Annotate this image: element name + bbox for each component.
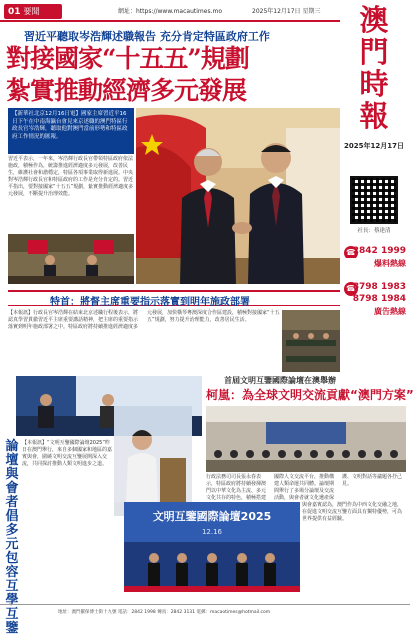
- backdrop-date: 12.16: [201, 528, 223, 536]
- masthead-date: [342, 142, 406, 151]
- ad-hotline-number: 8798 1984: [352, 294, 406, 304]
- page-footer: 地址：澳門羅保博士街十九號 電話：2842 1998 傳真：2842 3131 電郵：macaotimes@hotmail.com: [0, 604, 410, 620]
- phone-icon: ☎: [344, 282, 358, 296]
- news-hotline-label: 爆料熱線: [344, 258, 406, 269]
- qr-code[interactable]: [350, 176, 398, 224]
- article-body: 與會嘉賓認為，澳門作為中西文化交融之地，在促進文明交流互鑒方面具有獨特優勢，可為世界提供有益經驗。: [302, 502, 403, 522]
- lead-headline: 對接國家“十五五”規劃: [6, 44, 249, 73]
- meeting-illustration: [8, 234, 134, 284]
- handshake-illustration: [136, 108, 340, 284]
- ad-hotline-label: 廣告熱線: [374, 307, 406, 316]
- speaker-illustration: [114, 406, 192, 502]
- lead-summary: 【新華社北京12月16日電】國家主席習近平16日下午在中南海瀛台會見來京述職的澳門特區行政長官岑浩輝，聽取他對澳門當前形勢和特區政府工作情況的匯報。: [8, 108, 134, 154]
- article-body: 【本報訊】行政長官岑浩輝在結束北京述職行程後表示，將認真學習貫徹習近平主席重要講話精神，把主席的重要指示落實到明年施政部署之中。特區政府將持續推進經濟適度多元發展，加快橫琴粵澳深度合作區建設，積極對接國家“十五五”規劃，努力提升治理能力，改善居民生活。: [8, 310, 280, 330]
- article-body: 行政法務司司長張永春表示，特區政府將持續發揮澳門以中華文化為主流、多元文化共存的特色，積極搭建國際人文交流平台，推動構建人類命運共同體。論壇期間舉行了多場分論壇及交流活動，與會者就文化遺產保護、文明對話等議題各抒己見。: [206, 474, 403, 501]
- masthead-logo: [342, 4, 406, 132]
- conference-photo: [282, 310, 340, 372]
- audience-photo: [206, 406, 406, 472]
- lead-headline: 紮實推動經濟多元發展: [6, 76, 247, 105]
- article-body: 習近平表示，一年來，岑浩輝行政長官帶領特區政府依法施政，積極作為，統籌推進經濟適度多元發展，改善民生，維護社會和諧穩定，特區各項事業取得新進展。中央對岑浩輝行政長官和特區政府的工作是充分肯定的。習近平指出，要對接國家“十五五”規劃，紮實推動經濟適度多元發展，不斷提升治理效能。: [8, 156, 134, 197]
- ceremony-photo: [124, 502, 300, 592]
- masthead-char: 時: [359, 67, 389, 101]
- masthead-char: 報: [359, 99, 389, 133]
- story2-headline: 柯嵐：為全球文明交流貢獻“澳門方案”: [206, 388, 414, 402]
- backdrop-title: 文明互鑒國際論壇2025: [152, 510, 272, 523]
- lead-kicker: 習近平聽取岑浩輝述職報告 充分肯定特區政府工作: [24, 30, 270, 43]
- article-body: 【本報訊】“文明互鑒國際論壇2025”昨日在澳門舉行，來自多個國家和地區的嘉賓與會，圍繞文明交流互鑒展開深入交流，共同探討推動人類文明進步之道。: [22, 440, 113, 467]
- masthead-char: 門: [359, 35, 389, 69]
- speaker-photo: [114, 406, 192, 516]
- banner-text: 特首：將督主席重要指示落實到明年施政部署: [50, 297, 250, 308]
- page-number: 01: [8, 7, 21, 17]
- ceremony-illustration: [124, 502, 300, 592]
- audience-illustration: [206, 406, 406, 472]
- issue-date: 2025年12月17日 星期三: [252, 8, 321, 15]
- ad-hotline-number: 8798 1983: [352, 282, 406, 292]
- website-url: 網址：https://www.macautimes.mo: [118, 8, 222, 15]
- story2-kicker: 首屆文明互鑒國際論壇在澳舉辦: [224, 376, 336, 385]
- page-header: [0, 0, 340, 22]
- handshake-photo: [136, 108, 340, 284]
- vertical-headline: 論壇與會者倡多元包容互學互鑒: [5, 439, 19, 636]
- meeting-photo: [8, 234, 134, 284]
- page-section-label: 要聞: [23, 7, 40, 16]
- masthead-char: 澳: [359, 3, 389, 37]
- special-banner: [8, 290, 340, 306]
- qr-caption: 社長：蔡達清: [357, 228, 391, 234]
- conference-illustration: [282, 310, 340, 372]
- masthead-date-text: 2025年12月17日: [344, 142, 404, 150]
- phone-icon: ☎: [344, 246, 358, 260]
- page-section-tab: [4, 4, 62, 19]
- news-hotline-number: 2842 1999: [352, 246, 406, 256]
